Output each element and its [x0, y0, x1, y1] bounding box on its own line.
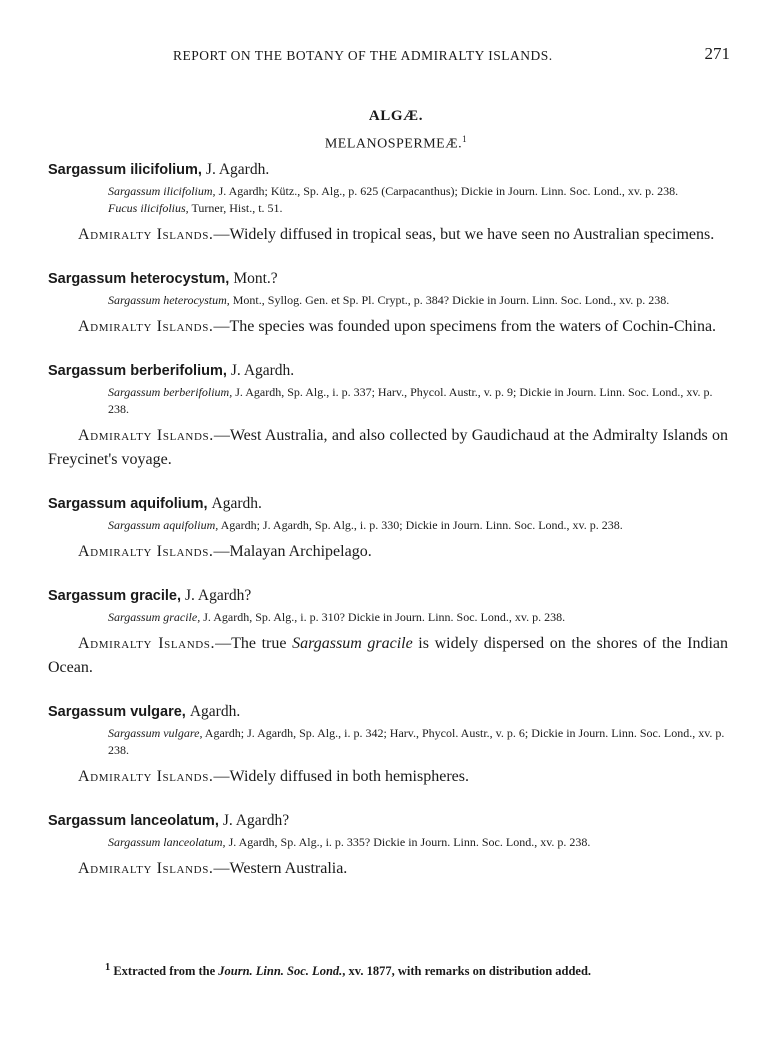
synonym-citation: Turner, Hist., t. 51.: [191, 201, 283, 215]
footnote-journal: Journ. Linn. Soc. Lond.: [218, 964, 343, 979]
page-number: 271: [704, 44, 730, 63]
distribution-note: [48, 223, 728, 247]
synonymy: [108, 183, 728, 217]
locality: Admiralty Islands.: [78, 635, 216, 652]
species-heading: [48, 160, 728, 180]
species-authority: J. Agardh?: [185, 587, 252, 604]
locality: Admiralty Islands.: [78, 860, 214, 877]
distribution-text: —West Australia, and also collected by Gaudichaud at the Admiralty Islands on Freycinet's voyage.: [48, 427, 728, 468]
subtitle-text: MELANOSPERMEÆ.: [324, 136, 463, 152]
distribution-text: is widely dispersed on the shores of the Indian Ocean.: [48, 635, 729, 676]
section-title: ALGÆ.: [368, 108, 424, 124]
synonym-name: Sargassum berberifolium,: [108, 385, 233, 399]
synonym-citation: Agardh; J. Agardh, Sp. Alg., i. p. 342; Harv., Phycol. Austr., v. p. 6; Dickie in Journ. Linn. Soc. Lond., xv. p. 238.: [108, 726, 725, 757]
footnote-marker: 1: [105, 962, 111, 973]
synonym-citation: Mont., Syllog. Gen. et Sp. Pl. Crypt., p. 384? Dickie in Journ. Linn. Soc. Lond., xv. p. 238.: [232, 293, 670, 307]
synonym-line: [108, 834, 728, 851]
running-header: [48, 44, 730, 68]
distribution-text: —The species was founded upon specimens from the waters of Cochin-China.: [213, 318, 717, 335]
species-list: [48, 160, 728, 881]
synonym-name: Sargassum heterocystum,: [108, 293, 230, 307]
footnote: [105, 962, 591, 979]
synonym-name: Sargassum lanceolatum,: [108, 835, 226, 849]
distribution-text-pre: —The true: [215, 635, 293, 652]
species-entry: [48, 269, 728, 339]
synonym-line: [108, 609, 728, 626]
distribution-text: —Malayan Archipelago.: [213, 543, 372, 560]
species-entry: [48, 586, 728, 680]
distribution-note: [48, 424, 728, 472]
synonym-citation: Agardh; J. Agardh, Sp. Alg., i. p. 330; Dickie in Journ. Linn. Soc. Lond., xv. p. 238.: [220, 518, 623, 532]
synonym-name: Sargassum vulgare,: [108, 726, 203, 740]
species-authority: Mont.?: [233, 270, 278, 287]
synonymy: [108, 384, 728, 418]
synonymy: [108, 725, 728, 759]
locality: Admiralty Islands.: [78, 427, 214, 444]
species-authority: Agardh.: [211, 495, 262, 512]
locality: Admiralty Islands.: [78, 543, 214, 560]
synonym-citation: J. Agardh, Sp. Alg., i. p. 335? Dickie in Journ. Linn. Soc. Lond., xv. p. 238.: [228, 835, 591, 849]
species-heading: [48, 361, 728, 381]
species-name: Sargassum ilicifolium,: [48, 162, 202, 178]
synonym-line: [108, 725, 728, 759]
distribution-species-italic: Sargassum gracile: [292, 635, 413, 652]
distribution-note: [48, 765, 728, 789]
distribution-text: —Western Australia.: [213, 860, 348, 877]
synonymy: [108, 834, 728, 851]
synonym-citation: J. Agardh, Sp. Alg., i. p. 337; Harv., Phycol. Austr., v. p. 9; Dickie in Journ. Linn. Soc. Lond., xv. p. 238.: [108, 385, 713, 416]
species-entry: [48, 361, 728, 472]
species-entry: [48, 811, 728, 881]
synonymy: [108, 292, 728, 309]
distribution-note: [48, 540, 728, 564]
distribution-note: [48, 315, 728, 339]
species-entry: [48, 702, 728, 789]
species-heading: [48, 269, 728, 289]
species-name: Sargassum gracile,: [48, 588, 181, 604]
synonym-name: Sargassum ilicifolium,: [108, 184, 216, 198]
distribution-text: —Widely diffused in both hemispheres.: [213, 768, 469, 785]
species-heading: [48, 586, 728, 606]
species-heading: [48, 811, 728, 831]
species-name: Sargassum vulgare,: [48, 704, 186, 720]
section-subtitle: [0, 134, 776, 153]
distribution-note: [48, 857, 728, 881]
synonym-citation: J. Agardh, Sp. Alg., i. p. 310? Dickie in Journ. Linn. Soc. Lond., xv. p. 238.: [203, 610, 566, 624]
distribution-text: —Widely diffused in tropical seas, but we have seen no Australian specimens.: [213, 226, 715, 243]
footnote-text-post: , xv. 1877, with remarks on distribution added.: [342, 964, 592, 979]
species-name: Sargassum lanceolatum,: [48, 813, 219, 829]
synonym-line: [108, 200, 728, 217]
locality: Admiralty Islands.: [78, 226, 214, 243]
species-authority: J. Agardh.: [205, 161, 270, 178]
running-title: REPORT ON THE BOTANY OF THE ADMIRALTY ISLANDS.: [173, 48, 553, 63]
synonym-name: Fucus ilicifolius,: [108, 201, 189, 215]
species-name: Sargassum heterocystum,: [48, 271, 230, 287]
footnote-reference: 1: [462, 134, 468, 144]
synonymy: [108, 517, 728, 534]
species-name: Sargassum aquifolium,: [48, 496, 208, 512]
species-name: Sargassum berberifolium,: [48, 363, 227, 379]
synonym-line: [108, 384, 728, 418]
synonym-name: Sargassum aquifolium,: [108, 518, 219, 532]
footnote-text-pre: Extracted from the: [113, 964, 219, 979]
synonym-name: Sargassum gracile,: [108, 610, 201, 624]
species-authority: J. Agardh.: [230, 362, 295, 379]
species-authority: Agardh.: [189, 703, 241, 720]
species-heading: [48, 494, 728, 514]
synonym-line: [108, 183, 728, 200]
species-heading: [48, 702, 728, 722]
species-authority: J. Agardh?: [222, 812, 290, 829]
synonym-line: [108, 292, 728, 309]
species-entry: [48, 494, 728, 564]
locality: Admiralty Islands.: [78, 318, 214, 335]
synonymy: [108, 609, 728, 626]
distribution-note: [48, 632, 728, 680]
species-entry: [48, 160, 728, 247]
locality: Admiralty Islands.: [78, 768, 214, 785]
synonym-citation: J. Agardh; Kütz., Sp. Alg., p. 625 (Carpacanthus); Dickie in Journ. Linn. Soc. Lond., xv. p. 238.: [218, 184, 679, 198]
synonym-line: [108, 517, 728, 534]
